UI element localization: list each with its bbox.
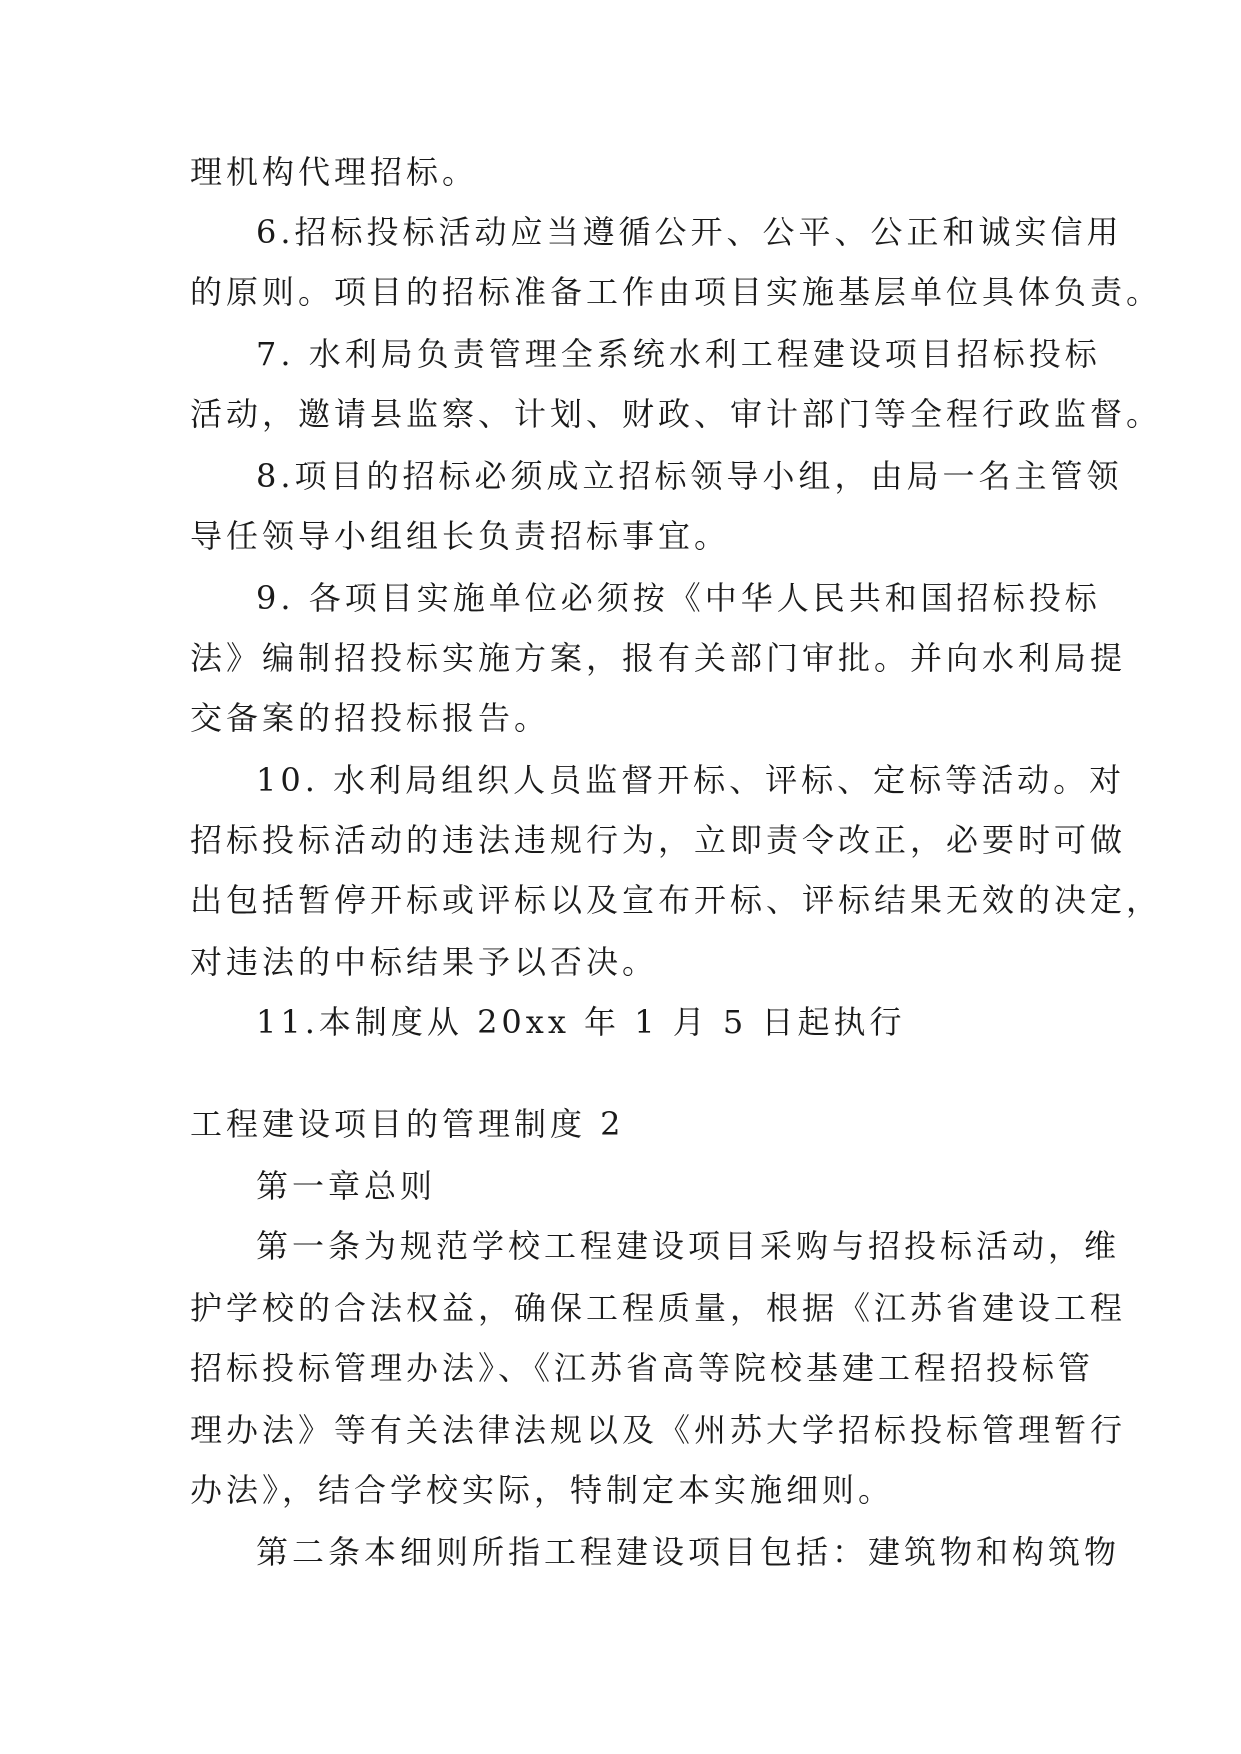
text-line: 交备案的招投标报告。 — [190, 699, 551, 737]
text-line: 法》编制招投标实施方案，报有关部门审批。并向水利局提 — [190, 639, 1127, 677]
text-line: 招标投标活动的违法违规行为，立即责令改正，必要时可做 — [190, 821, 1127, 859]
text-line: 导任领导小组组长负责招标事宜。 — [190, 517, 731, 555]
text-line: 10. 水利局组织人员监督开标、评标、定标等活动。对 — [256, 761, 1126, 799]
text-line: 6.招标投标活动应当遵循公开、公平、公正和诚实信用 — [256, 213, 1123, 251]
text-line: 8.项目的招标必须成立招标领导小组，由局一名主管领 — [256, 457, 1123, 495]
text-line: 出包括暂停开标或评标以及宣布开标、评标结果无效的决定， — [190, 881, 1163, 919]
chapter-heading: 第一章总则 — [256, 1167, 437, 1205]
text-line: 11.本制度从 20xx 年 1 月 5 日起执行 — [256, 1003, 906, 1041]
text-line: 第一条为规范学校工程建设项目采购与招投标活动，维 — [256, 1227, 1121, 1265]
text-line: 招标投标管理办法》、《江苏省高等院校基建工程招投标管 — [190, 1349, 1095, 1387]
text-line: 护学校的合法权益，确保工程质量，根据《江苏省建设工程 — [190, 1289, 1127, 1327]
text-line: 理机构代理招标。 — [190, 153, 479, 191]
text-line: 对违法的中标结果予以否决。 — [190, 943, 659, 981]
section-heading: 工程建设项目的管理制度 2 — [190, 1105, 625, 1143]
text-line: 9. 各项目实施单位必须按《中华人民共和国招标投标 — [256, 579, 1101, 617]
text-line: 办法》，结合学校实际，特制定本实施细则。 — [190, 1471, 895, 1509]
text-line: 7. 水利局负责管理全系统水利工程建设项目招标投标 — [256, 335, 1101, 373]
text-line: 理办法》等有关法律法规以及《州苏大学招标投标管理暂行 — [190, 1411, 1127, 1449]
text-line: 活动，邀请县监察、计划、财政、审计部门等全程行政监督。 — [190, 395, 1163, 433]
text-line: 第二条本细则所指工程建设项目包括：建筑物和构筑物 — [256, 1533, 1121, 1571]
text-line: 的原则。项目的招标准备工作由项目实施基层单位具体负责。 — [190, 273, 1163, 311]
